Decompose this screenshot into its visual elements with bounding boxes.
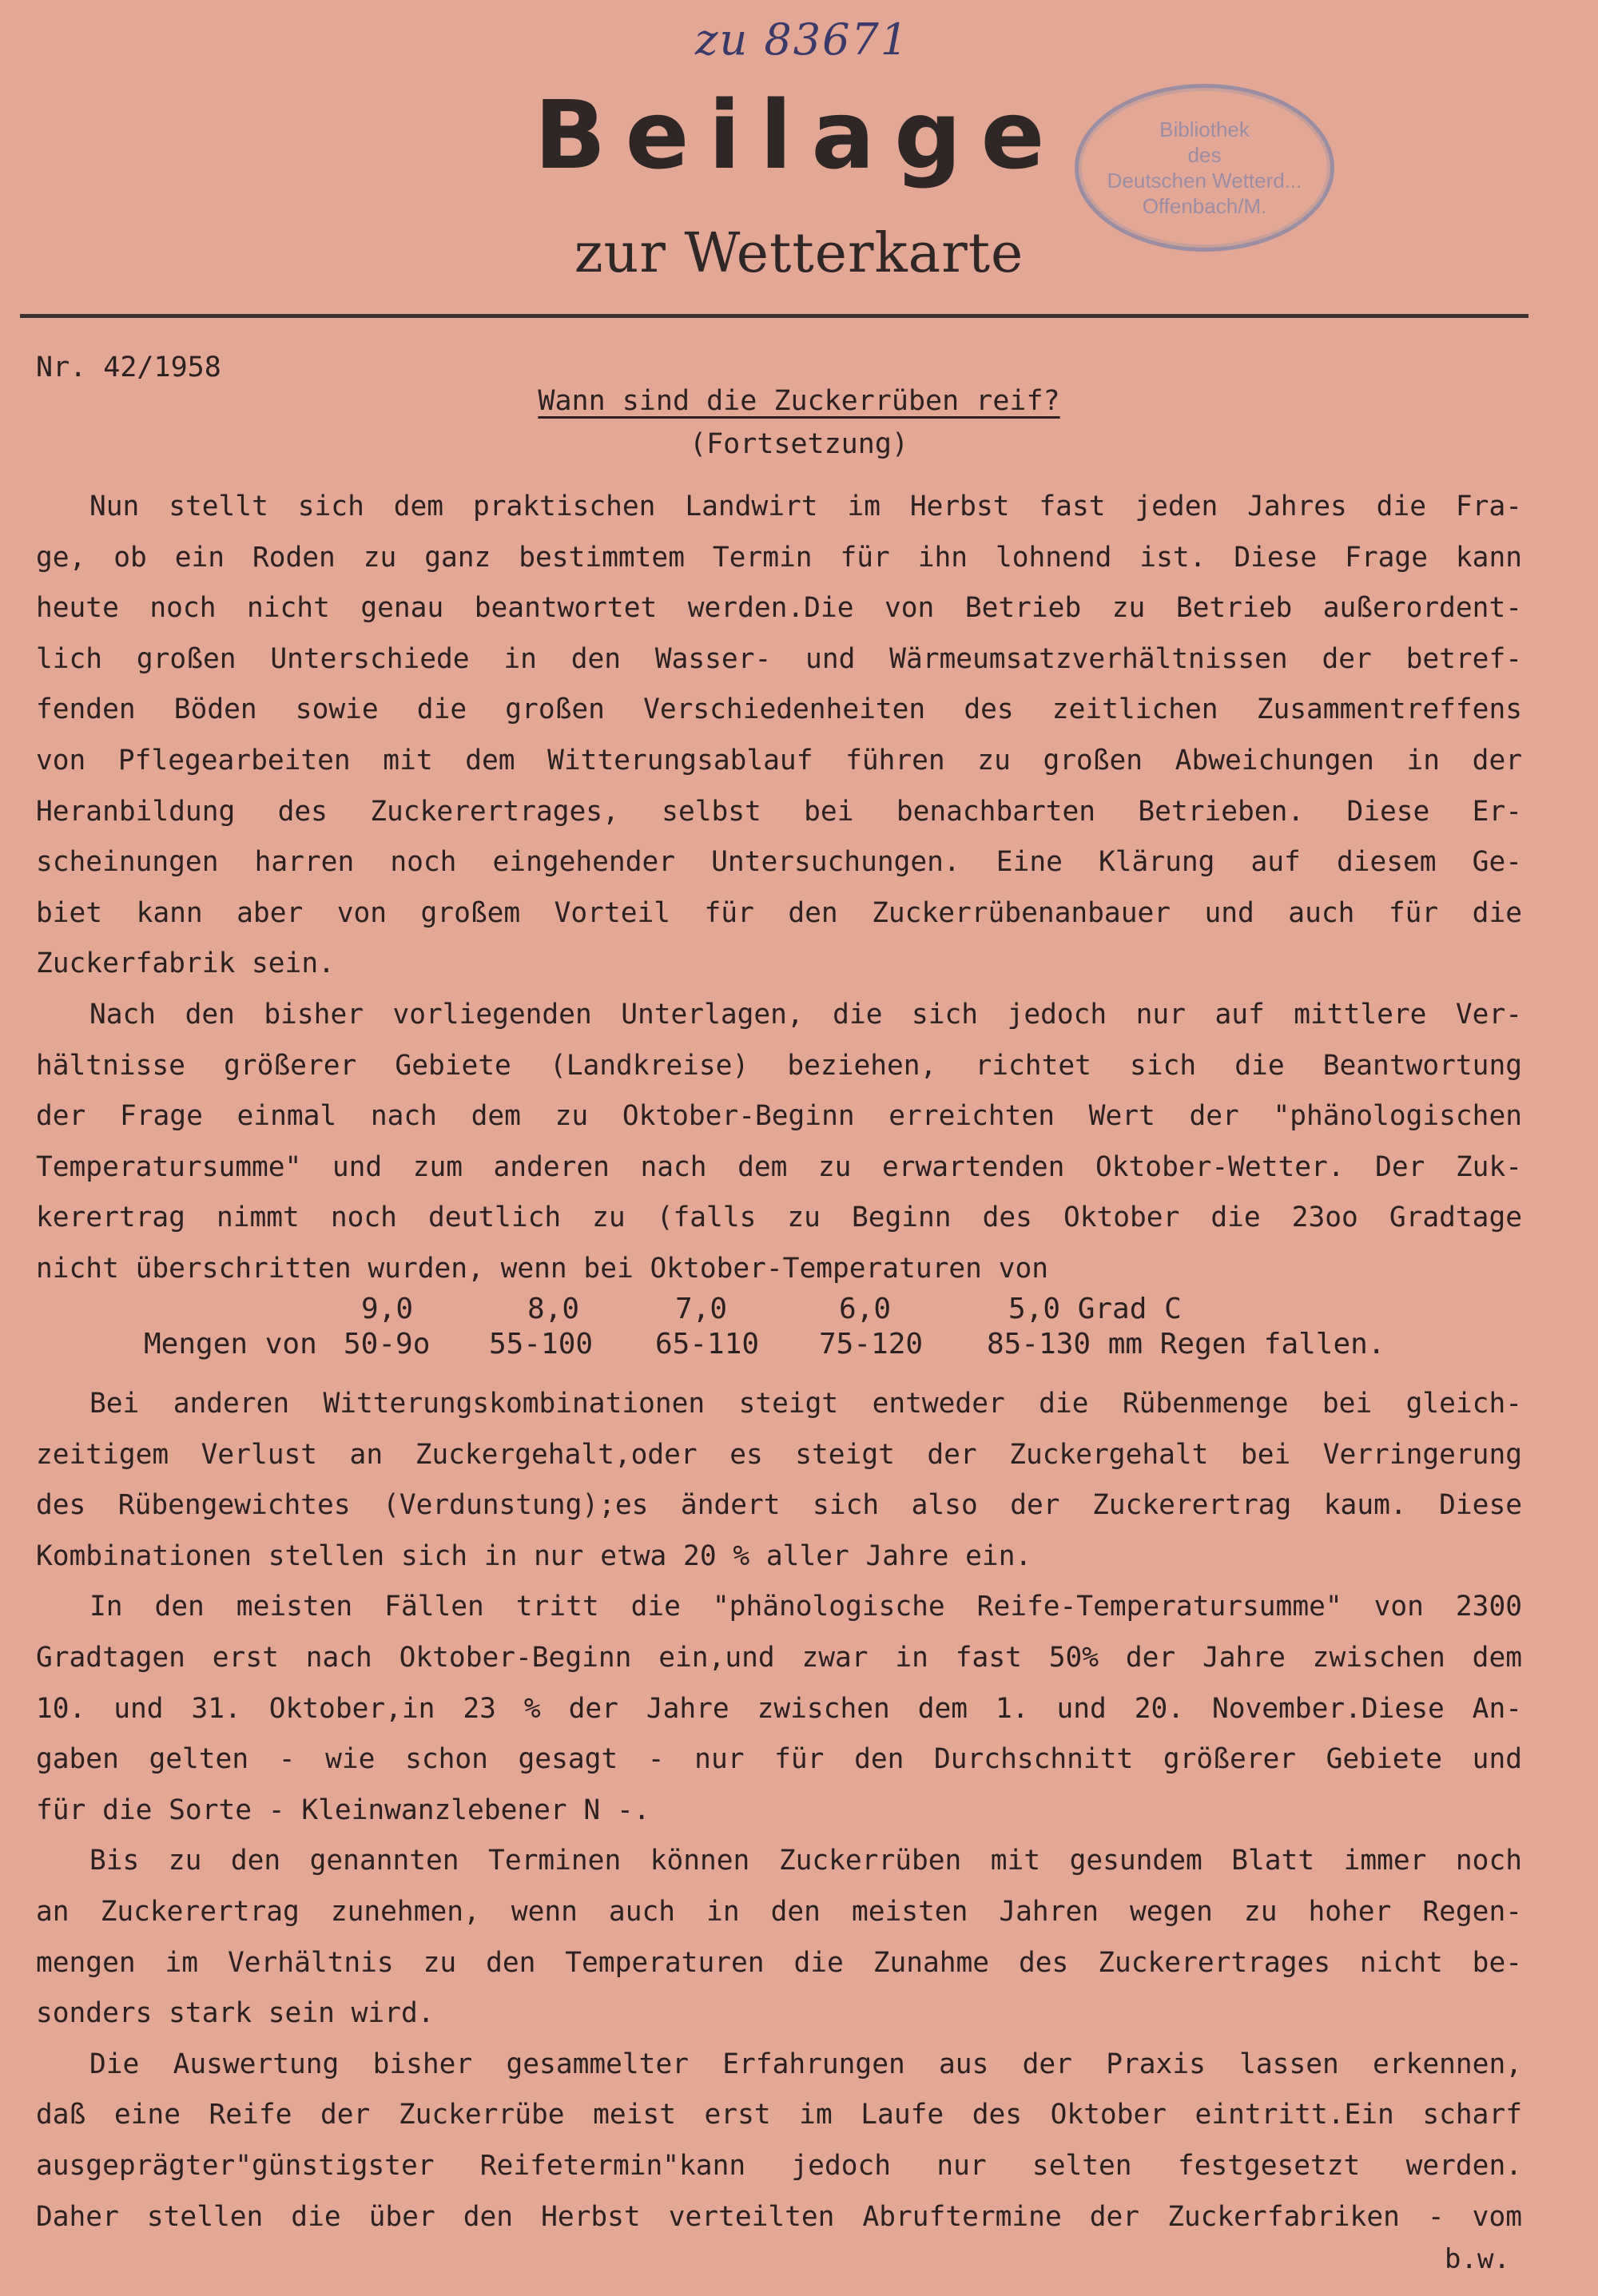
- article-body-a: [36, 482, 1522, 1295]
- body-line: Bei anderen Witterungskombinationen steigt entweder die Rübenmenge bei gleich-: [89, 1388, 1522, 1420]
- body-line: mengen im Verhältnis zu den Temperaturen die Zunahme des Zuckerertrages nicht be-: [36, 1946, 1522, 1979]
- library-stamp: [1075, 84, 1334, 252]
- body-line: lich großen Unterschiede in den Wasser- und Wärmeumsatzverhältnissen der betref-: [36, 642, 1522, 675]
- rain-cell: 65-110: [655, 1328, 760, 1361]
- body-line: Heranbildung des Zuckerertrages, selbst bei benachbarten Betrieben. Diese Er-: [36, 795, 1522, 828]
- continued-note: (Fortsetzung): [690, 428, 908, 460]
- temperature-cell: 8,0: [527, 1293, 580, 1325]
- body-line: für die Sorte - Kleinwanzlebener N -.: [36, 1794, 650, 1826]
- article-heading: [0, 385, 1598, 417]
- body-line: 10. und 31. Oktober,in 23 % der Jahre zwischen dem 1. und 20. November.Diese An-: [36, 1692, 1522, 1725]
- handwritten-note: zu 83671: [695, 14, 910, 65]
- rain-label: Mengen von: [144, 1328, 317, 1361]
- body-line: nicht überschritten wurden, wenn bei Oktober-Temperaturen von: [36, 1252, 1049, 1285]
- body-line: kerertrag nimmt noch deutlich zu (falls zu Beginn des Oktober die 23oo Gradtage: [36, 1202, 1522, 1234]
- body-line: der Frage einmal nach dem zu Oktober-Beginn erreichten Wert der "phänologischen: [36, 1100, 1522, 1133]
- body-line: Bis zu den genannten Terminen können Zuckerrüben mit gesundem Blatt immer noch: [89, 1845, 1522, 1877]
- stamp-line: Deutschen Wetterd...: [1107, 169, 1302, 193]
- rain-cell: 75-120: [819, 1328, 924, 1361]
- body-line: an Zuckerertrag zunehmen, wenn auch in den meisten Jahren wegen zu hoher Regen-: [36, 1895, 1522, 1928]
- body-line: Temperatursumme" und zum anderen nach dem zu erwartenden Oktober-Wetter. Der Zuk-: [36, 1150, 1522, 1183]
- rain-cell: 55-100: [489, 1328, 594, 1361]
- body-line: ge, ob ein Roden zu ganz bestimmtem Termin für ihn lohnend ist. Diese Frage kann: [36, 541, 1522, 574]
- body-line: Nach den bisher vorliegenden Unterlagen, die sich jedoch nur auf mittlere Ver-: [89, 998, 1522, 1031]
- stamp-line: des: [1187, 143, 1222, 167]
- body-line: ausgeprägter"günstigster Reifetermin"kann jedoch nur selten festgesetzt werden.: [36, 2149, 1522, 2182]
- body-line: In den meisten Fällen tritt die "phänologische Reife-Temperatursumme" von 2300: [89, 1591, 1522, 1623]
- rain-cell: 50-9o: [344, 1328, 431, 1361]
- body-line: gaben gelten - wie schon gesagt - nur für den Durchschnitt größerer Gebiete und: [36, 1743, 1522, 1776]
- body-line: des Rübengewichtes (Verdunstung);es ändert sich also der Zuckerertrag kaum. Diese: [36, 1489, 1522, 1522]
- article-heading-text: Wann sind die Zuckerrüben reif?: [538, 385, 1060, 417]
- body-line: Daher stellen die über den Herbst verteilten Abruftermine der Zuckerfabriken - vom: [36, 2200, 1522, 2233]
- turn-over-note: b.w.: [1445, 2243, 1510, 2275]
- temperature-cell: 9,0: [361, 1293, 414, 1325]
- page-title: Beilage: [534, 80, 1064, 190]
- page-subtitle: zur Wetterkarte: [574, 222, 1024, 285]
- body-line: Kombinationen stellen sich in nur etwa 20 % aller Jahre ein.: [36, 1539, 1032, 1572]
- temperature-cell: 5,0 Grad C: [1008, 1293, 1182, 1325]
- body-line: biet kann aber von großem Vorteil für den Zuckerrübenanbauer und auch für die: [36, 896, 1522, 929]
- body-line: hältnisse größerer Gebiete (Landkreise) beziehen, richtet sich die Beantwortung: [36, 1049, 1522, 1082]
- issue-number: Nr. 42/1958: [36, 352, 221, 383]
- body-line: Nun stellt sich dem praktischen Landwirt im Herbst fast jeden Jahres die Fra-: [89, 491, 1522, 522]
- stamp-line: Offenbach/M.: [1142, 194, 1267, 218]
- temperature-row: [0, 1293, 1598, 1328]
- body-line: Gradtagen erst nach Oktober-Beginn ein,und zwar in fast 50% der Jahre zwischen dem: [36, 1641, 1522, 1674]
- body-line: sonders stark sein wird.: [36, 1997, 435, 2030]
- temperature-cell: 7,0: [675, 1293, 728, 1325]
- stamp-line: Bibliothek: [1159, 117, 1250, 141]
- header-rule: [20, 314, 1528, 318]
- body-line: Zuckerfabrik sein.: [36, 947, 335, 980]
- rain-row: [0, 1328, 1598, 1363]
- body-line: heute noch nicht genau beantwortet werden.Die von Betrieb zu Betrieb außerordent-: [36, 592, 1522, 625]
- body-line: fenden Böden sowie die großen Verschiedenheiten des zeitlichen Zusammentreffens: [36, 693, 1522, 726]
- body-line: daß eine Reife der Zuckerrübe meist erst im Laufe des Oktober eintritt.Ein scharf: [36, 2099, 1522, 2131]
- rain-cell: 85-130 mm Regen fallen.: [987, 1328, 1385, 1361]
- article-body-b: [36, 1379, 1522, 2242]
- body-line: zeitigem Verlust an Zuckergehalt,oder es steigt der Zuckergehalt bei Verringerung: [36, 1438, 1522, 1471]
- body-line: Die Auswertung bisher gesammelter Erfahrungen aus der Praxis lassen erkennen,: [89, 2048, 1522, 2080]
- temperature-cell: 6,0: [839, 1293, 892, 1325]
- temperature-rain-table: [0, 1293, 1598, 1363]
- body-line: von Pflegearbeiten mit dem Witterungsablauf führen zu großen Abweichungen in der: [36, 744, 1522, 777]
- body-line: scheinungen harren noch eingehender Untersuchungen. Eine Klärung auf diesem Ge-: [36, 846, 1522, 879]
